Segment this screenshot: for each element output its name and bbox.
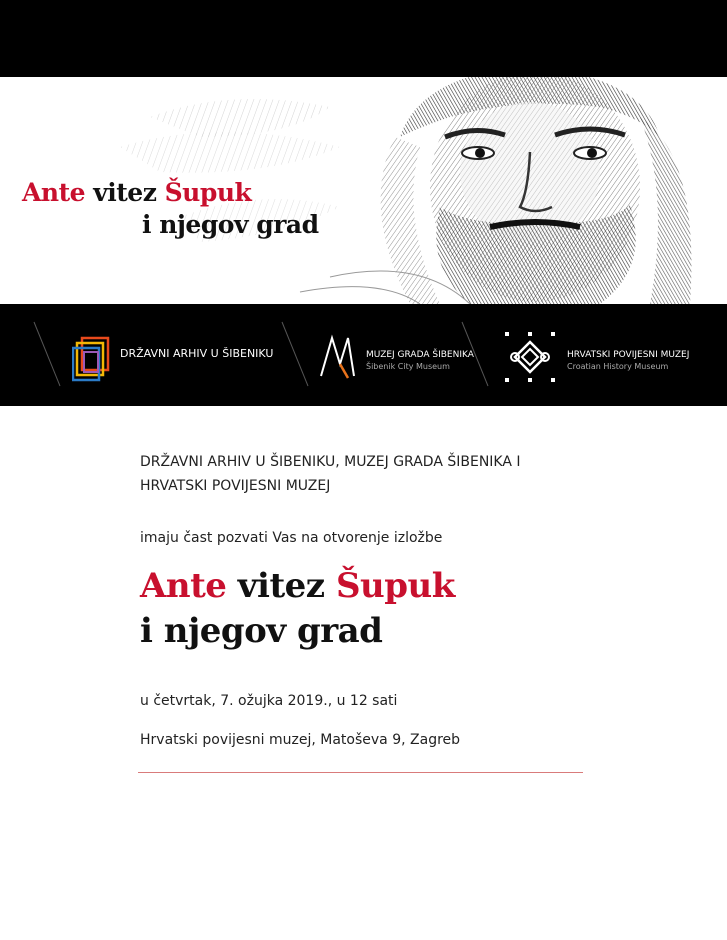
bottom-divider <box>138 772 583 773</box>
exhibition-title-ante: Ante <box>140 566 227 606</box>
archive-logo-name: DRŽAVNI ARHIV U ŠIBENIKU <box>120 347 274 360</box>
city-museum-logo-subtitle: Šibenik City Museum <box>366 362 450 371</box>
hero-title-supuk: Šupuk <box>164 178 252 207</box>
city-museum-logo-name: MUZEJ GRADA ŠIBENIKA <box>366 350 474 360</box>
exhibition-title-vitez: vitez <box>226 566 336 606</box>
top-black-bar <box>0 0 727 77</box>
partner-logo-bar <box>0 304 727 406</box>
hosts-line-2: HRVATSKI POVIJESNI MUZEJ <box>140 478 331 494</box>
exhibition-title-line2: i njegov grad <box>140 611 383 651</box>
event-location: Hrvatski povijesni muzej, Matoševa 9, Zagreb <box>140 732 461 748</box>
hosts-line-1: DRŽAVNI ARHIV U ŠIBENIKU, MUZEJ GRADA ŠIBENIKA I <box>140 454 521 470</box>
hero-title-line2: i njegov grad <box>142 210 319 239</box>
hero-title-vitez: vitez <box>85 178 165 207</box>
exhibition-title-supuk: Šupuk <box>335 566 455 606</box>
invitation-intro: imaju čast pozvati Vas na otvorenje izložbe <box>140 530 443 546</box>
hero-banner <box>0 77 727 304</box>
history-museum-logo-subtitle: Croatian History Museum <box>567 362 669 371</box>
history-museum-logo-name: HRVATSKI POVIJESNI MUZEJ <box>567 350 690 360</box>
exhibition-title <box>140 564 455 654</box>
city-museum-logo-icon <box>318 334 358 380</box>
hero-title-ante: Ante <box>22 178 86 207</box>
archive-logo-icon <box>72 336 112 382</box>
history-museum-logo-icon <box>503 330 557 384</box>
event-date: u četvrtak, 7. ožujka 2019., u 12 sati <box>140 693 398 709</box>
hero-title <box>22 177 319 241</box>
